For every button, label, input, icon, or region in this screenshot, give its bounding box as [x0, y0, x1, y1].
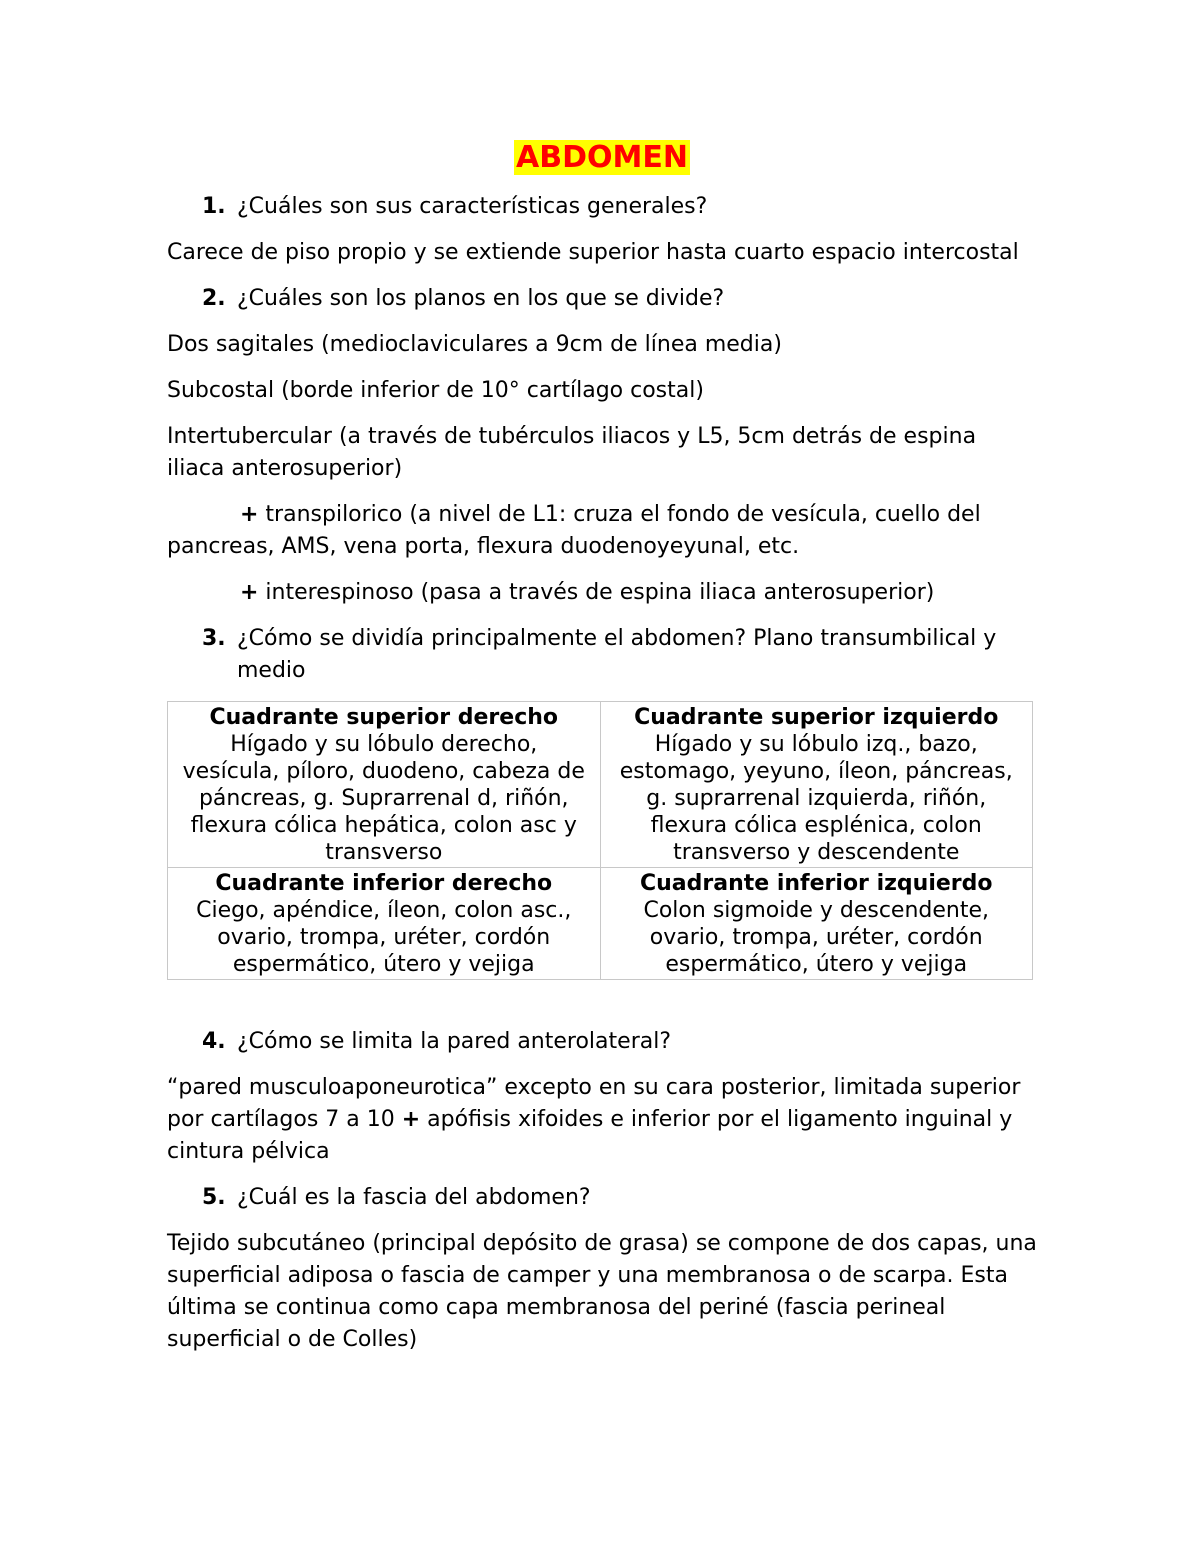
question-number: 1.	[202, 194, 226, 219]
plus-sign: +	[240, 580, 259, 605]
quadrant-cell-superior-izquierdo	[600, 702, 1033, 868]
question-number: 5.	[202, 1185, 226, 1210]
quadrant-body: Hígado y su lóbulo izq., bazo, estomago, yeyuno, íleon, páncreas, g. suprarrenal izquierda, riñón, flexura cólica esplénica, colon transverso y descendente	[619, 732, 1013, 865]
document-page	[167, 136, 1037, 1370]
question-5	[202, 1182, 1037, 1214]
answer-2-subcostal: Subcostal (borde inferior de 10° cartílago costal)	[167, 378, 704, 403]
table-row	[168, 702, 1033, 868]
quadrant-cell-inferior-izquierdo	[600, 868, 1033, 980]
question-text: ¿Cómo se limita la pared anterolateral?	[237, 1029, 672, 1054]
answer-2-sagital: Dos sagitales (medioclaviculares a 9cm de línea media)	[167, 332, 782, 357]
question-4	[202, 1026, 1037, 1058]
quadrant-body: Colon sigmoide y descendente, ovario, trompa, uréter, cordón espermático, útero y vejiga	[643, 898, 989, 977]
answer-2-transpilorico	[167, 499, 1037, 563]
plus-sign: +	[240, 502, 259, 527]
answer-1: Carece de piso propio y se extiende superior hasta cuarto espacio intercostal	[167, 240, 1019, 265]
quadrant-cell-superior-derecho	[168, 702, 601, 868]
transpilorico-text: transpilorico (a nivel de L1: cruza el fondo de vesícula, cuello del pancreas, AMS, vena porta, flexura duodenoyeyunal, etc.	[167, 502, 981, 559]
question-text: ¿Cuáles son sus características generales?	[237, 194, 708, 219]
document-title	[167, 136, 1037, 183]
question-2	[202, 283, 1037, 315]
question-number: 4.	[202, 1029, 226, 1054]
answer-4	[167, 1072, 1037, 1168]
table-row	[168, 868, 1033, 980]
quadrant-table	[167, 701, 1033, 980]
question-text: ¿Cómo se dividía principalmente el abdomen? Plano transumbilical y medio	[237, 626, 997, 683]
quadrant-cell-inferior-derecho	[168, 868, 601, 980]
interespinoso-text: interespinoso (pasa a través de espina iliaca anterosuperior)	[258, 580, 935, 605]
quadrant-heading: Cuadrante superior derecho	[209, 705, 559, 730]
answer-5: Tejido subcutáneo (principal depósito de grasa) se compone de dos capas, una superficial adiposa o fascia de camper y una membranosa o de scarpa. Esta última se continua como capa membranosa del periné (fascia perineal superficial o de Colles)	[167, 1231, 1037, 1352]
quadrant-body: Ciego, apéndice, íleon, colon asc., ovario, trompa, uréter, cordón espermático, útero y vejiga	[196, 898, 572, 977]
answer-4-before: “pared musculoaponeurotica” excepto en su cara posterior, limitada superior por cartílagos 7 a 10	[167, 1075, 1021, 1132]
question-text: ¿Cuál es la fascia del abdomen?	[237, 1185, 591, 1210]
quadrant-heading: Cuadrante inferior izquierdo	[640, 871, 993, 896]
quadrant-heading: Cuadrante superior izquierdo	[634, 705, 999, 730]
plus-sign: +	[401, 1107, 421, 1132]
answer-2-interespinoso	[167, 577, 1037, 609]
answer-4-after: apófisis xifoides e inferior por el ligamento inguinal y cintura pélvica	[167, 1107, 1013, 1164]
question-number: 2.	[202, 286, 226, 311]
question-1	[202, 191, 1037, 223]
quadrant-heading: Cuadrante inferior derecho	[215, 871, 553, 896]
title-text: ABDOMEN	[516, 140, 688, 175]
question-3	[202, 623, 1037, 687]
quadrant-body: Hígado y su lóbulo derecho, vesícula, píloro, duodeno, cabeza de páncreas, g. Suprarrenal d, riñón, flexura cólica hepática, colon asc y transverso	[182, 732, 585, 865]
answer-2-intertubercular: Intertubercular (a través de tubérculos iliacos y L5, 5cm detrás de espina iliaca anterosuperior)	[167, 424, 977, 481]
question-number: 3.	[202, 626, 226, 651]
question-text: ¿Cuáles son los planos en los que se divide?	[237, 286, 725, 311]
